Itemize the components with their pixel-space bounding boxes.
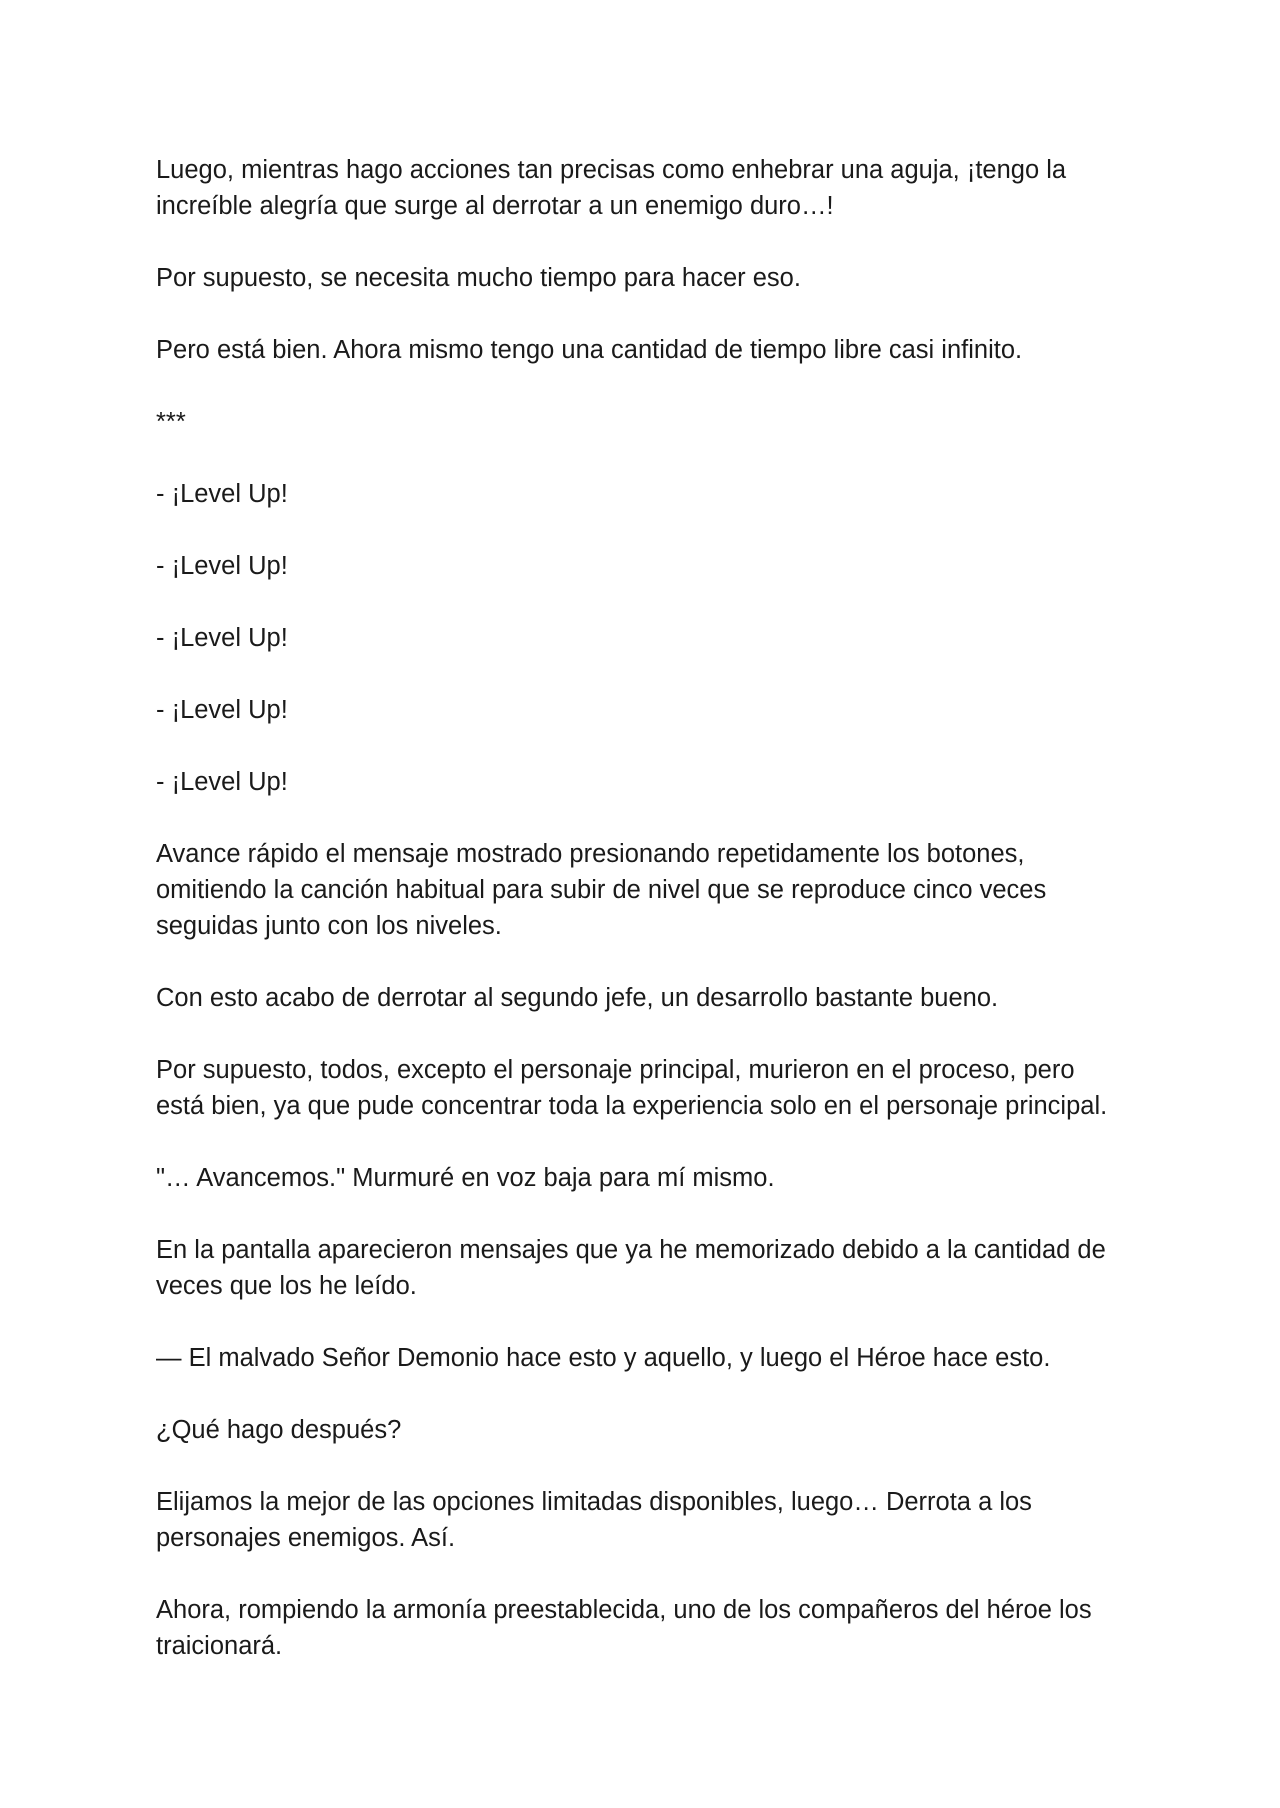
scene-break: *** — [156, 408, 186, 436]
paragraph-1: Luego, mientras hago acciones tan precisas como enhebrar una aguja, ¡tengo la increíble alegría que surge al derrotar a un enemigo duro…! — [156, 156, 1067, 220]
document-page — [156, 152, 1136, 1664]
paragraph-9: ¿Qué hago después? — [156, 1416, 402, 1444]
paragraph-6: Por supuesto, todos, excepto el personaje principal, murieron en el proceso, pero está bien, ya que pude concentrar toda la experiencia solo en el personaje principal. — [156, 1056, 1108, 1120]
level-up-line-5: - ¡Level Up! — [156, 768, 288, 796]
level-up-line-1: - ¡Level Up! — [156, 480, 288, 508]
paragraph-3: Pero está bien. Ahora mismo tengo una cantidad de tiempo libre casi infinito. — [156, 336, 1023, 364]
paragraph-8: — El malvado Señor Demonio hace esto y aquello, y luego el Héroe hace esto. — [156, 1344, 1051, 1372]
paragraph-5: Con esto acabo de derrotar al segundo jefe, un desarrollo bastante bueno. — [156, 984, 999, 1012]
level-up-line-2: - ¡Level Up! — [156, 552, 288, 580]
level-up-line-4: - ¡Level Up! — [156, 696, 288, 724]
paragraph-7: En la pantalla aparecieron mensajes que ya he memorizado debido a la cantidad de veces que los he leído. — [156, 1236, 1106, 1300]
paragraph-4: Avance rápido el mensaje mostrado presionando repetidamente los botones, omitiendo la canción habitual para subir de nivel que se reproduce cinco veces seguidas junto con los niveles. — [156, 840, 1047, 940]
level-up-line-3: - ¡Level Up! — [156, 624, 288, 652]
paragraph-11: Ahora, rompiendo la armonía preestablecida, uno de los compañeros del héroe los traicionará. — [156, 1596, 1092, 1660]
paragraph-2: Por supuesto, se necesita mucho tiempo para hacer eso. — [156, 264, 801, 292]
dialogue-line: "… Avancemos." Murmuré en voz baja para mí mismo. — [156, 1164, 775, 1192]
paragraph-10: Elijamos la mejor de las opciones limitadas disponibles, luego… Derrota a los personajes enemigos. Así. — [156, 1488, 1032, 1552]
